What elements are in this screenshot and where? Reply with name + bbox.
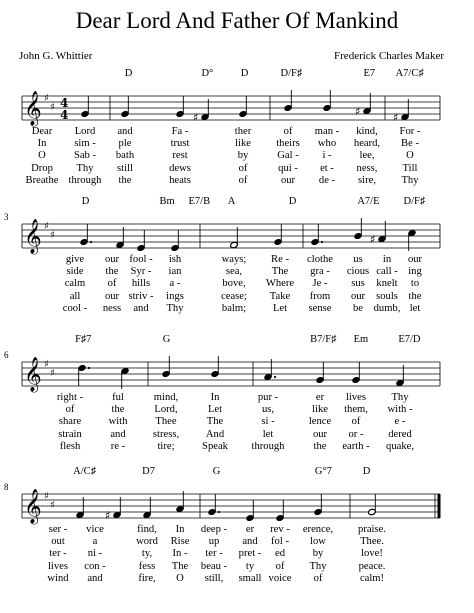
lyric-syllable: theirs — [276, 138, 300, 150]
lyric-syllable: the — [313, 440, 327, 452]
lyric-syllable: ness, — [356, 162, 378, 174]
lyric-syllable: of — [275, 560, 285, 572]
lyric-syllable: peace. — [358, 560, 386, 572]
lyric-line — [0, 254, 474, 267]
time-signature: 4 — [60, 96, 69, 110]
chord-symbol: D/F♯ — [280, 68, 303, 79]
lyric-syllable: gra - — [310, 266, 330, 278]
sharp-icon: ♯ — [44, 221, 49, 232]
lyric-syllable: And — [205, 428, 225, 440]
lyric-syllable: dumb, — [373, 302, 401, 314]
treble-clef-icon: 𝄞 — [24, 91, 42, 126]
lyric-syllable: pret - — [238, 548, 262, 560]
time-signature: 4 — [60, 108, 69, 122]
lyric-syllable: Be - — [401, 138, 419, 150]
lyric-syllable: rest — [172, 150, 188, 162]
lyric-syllable: Dear — [31, 126, 53, 137]
lyric-syllable: share — [58, 416, 82, 428]
lyric-syllable: sim - — [74, 138, 96, 150]
lyric-syllable: rev - — [270, 524, 290, 535]
lyric-syllable: stress, — [152, 428, 180, 440]
lyric-syllable: Gal - — [277, 150, 299, 162]
lyric-syllable: Breathe — [25, 174, 59, 186]
lyric-syllable: The — [271, 266, 289, 278]
lyric-syllable: a — [92, 536, 98, 548]
lyric-syllable: the — [111, 404, 125, 416]
lyric-syllable: re - — [110, 440, 126, 452]
lyric-line — [0, 138, 474, 151]
treble-clef-icon: 𝄞 — [24, 357, 42, 392]
lyric-line — [0, 126, 474, 139]
lyric-syllable: For - — [399, 126, 421, 137]
sharp-icon: ♯ — [44, 359, 49, 370]
lyric-syllable: Till — [402, 162, 418, 174]
lyric-syllable: fess — [138, 560, 156, 572]
lyric-syllable: ed — [275, 548, 285, 560]
lyric-syllable: O — [406, 150, 414, 162]
lyric-syllable: Syr - — [130, 266, 152, 278]
lyric-syllable: con - — [84, 560, 106, 572]
sharp-icon: ♯ — [105, 509, 111, 522]
lyric-syllable: calm! — [359, 572, 385, 584]
lyric-syllable: to — [410, 278, 420, 290]
lyric-syllable: call - — [376, 266, 398, 278]
lyric-syllable: i - — [322, 150, 332, 162]
lyric-syllable: side — [66, 266, 84, 278]
lyric-line — [0, 404, 474, 417]
lyric-syllable: fol - — [271, 536, 289, 548]
sharp-icon: ♯ — [50, 102, 55, 113]
lyric-syllable: up — [208, 536, 220, 548]
lyric-syllable: praise. — [358, 524, 386, 535]
lyric-syllable: fool - — [129, 254, 153, 265]
chord-symbol: Em — [353, 334, 369, 345]
lyric-syllable: Thee. — [360, 536, 384, 548]
chord-symbol: G°7 — [314, 466, 332, 477]
lyric-line — [0, 392, 474, 405]
lyric-syllable: ter - — [205, 548, 223, 560]
lyric-syllable: give — [65, 254, 85, 265]
lyric-syllable: small — [238, 572, 262, 584]
lyric-syllable: like — [235, 138, 251, 150]
lyric-line — [0, 175, 474, 188]
sharp-icon: ♯ — [193, 111, 199, 124]
song-title: Dear Lord And Father Of Mankind — [75, 8, 399, 33]
lyric-syllable: heard, — [353, 138, 381, 150]
lyric-syllable: In — [210, 392, 220, 403]
chord-symbol: E7/D — [398, 334, 421, 345]
lyric-syllable: lives — [47, 560, 69, 572]
sharp-icon: ♯ — [393, 111, 399, 124]
lyric-syllable: In - — [172, 548, 188, 560]
lyric-syllable: and — [87, 572, 103, 584]
lyric-line — [0, 163, 474, 176]
lyric-syllable: low — [310, 536, 326, 548]
lyric-syllable: ish — [168, 254, 182, 265]
lyric-syllable: kind, — [356, 126, 378, 137]
sharp-icon: ♯ — [44, 491, 49, 502]
lyric-syllable: Let — [272, 302, 288, 314]
lyric-syllable: sea, — [225, 266, 243, 278]
lyric-syllable: of — [107, 278, 117, 290]
composer-credit: Frederick Charles Maker — [334, 50, 444, 62]
lyric-syllable: cease; — [221, 290, 247, 302]
lyric-syllable: qui - — [278, 162, 298, 174]
chord-symbol: D — [288, 196, 297, 207]
lyric-syllable: bath — [115, 150, 135, 162]
lyric-syllable: bove, — [222, 278, 246, 290]
chord-symbol: D — [81, 196, 90, 207]
lyric-syllable: wind — [47, 572, 69, 584]
lyric-line — [0, 573, 474, 586]
lyric-syllable: ter - — [49, 548, 67, 560]
lyric-syllable: dews — [169, 162, 191, 174]
lyric-line — [0, 303, 474, 316]
lyric-syllable: our — [104, 290, 120, 302]
lyric-syllable: beau - — [200, 560, 228, 572]
lyric-syllable: de - — [318, 174, 336, 186]
lyric-syllable: through — [251, 440, 285, 452]
lyric-syllable: Je - — [312, 278, 328, 290]
lyric-syllable: knelt — [376, 278, 398, 290]
lyric-syllable: mind, — [153, 392, 179, 403]
lyric-syllable: in — [382, 254, 392, 265]
lyric-syllable: of — [283, 126, 293, 137]
lyric-syllable: by — [312, 548, 324, 560]
lyric-syllable: lence — [308, 416, 332, 428]
lyric-syllable: with - — [387, 404, 413, 416]
lyric-syllable: word — [136, 536, 158, 548]
lyric-syllable: Rise — [170, 536, 190, 548]
chord-symbol: G — [212, 466, 221, 477]
lyric-syllable: Take — [269, 290, 291, 302]
lyric-syllable: clothe — [307, 254, 333, 265]
sharp-icon: ♯ — [44, 93, 49, 104]
chord-symbol: D — [240, 68, 249, 79]
lyric-syllable: Drop — [31, 162, 53, 174]
lyric-syllable: O — [38, 150, 46, 162]
lyric-syllable: Thee — [155, 416, 177, 428]
treble-clef-icon: 𝄞 — [24, 489, 42, 524]
lyric-syllable: through — [68, 174, 102, 186]
lyric-syllable: ian — [168, 266, 182, 278]
lyric-syllable: all — [69, 290, 81, 302]
lyric-syllable: let — [262, 428, 274, 440]
note-dot — [218, 511, 220, 513]
note-dot — [321, 241, 323, 243]
chord-symbol: A7/E — [357, 196, 380, 207]
lyric-syllable: In — [175, 524, 185, 535]
lyric-syllable: tire; — [157, 440, 175, 452]
lyric-syllable: flesh — [59, 440, 81, 452]
lyric-syllable: pur - — [257, 392, 279, 403]
lyric-syllable: them, — [344, 404, 368, 416]
lyric-syllable: and — [242, 536, 258, 548]
lyric-syllable: or - — [348, 428, 364, 440]
lyric-syllable: cious — [346, 266, 370, 278]
lyric-syllable: a - — [169, 278, 181, 290]
chord-symbol: D7 — [142, 466, 155, 477]
lyric-syllable: vice — [86, 524, 104, 535]
lyric-syllable: lee, — [359, 150, 375, 162]
lyric-syllable: man - — [314, 126, 340, 137]
measure-number: 6 — [4, 350, 9, 360]
lyric-syllable: strain — [58, 428, 82, 440]
lyric-syllable: Fa - — [171, 126, 189, 137]
measure-number: 3 — [4, 212, 9, 222]
lyric-syllable: trust — [170, 138, 190, 150]
lyric-syllable: voice — [268, 572, 292, 584]
lyric-syllable: let — [409, 302, 421, 314]
lyric-syllable: ni - — [87, 548, 103, 560]
lyric-syllable: Let — [207, 404, 223, 416]
lyric-syllable: sus — [351, 278, 365, 290]
lyric-syllable: erence, — [302, 524, 334, 535]
lyric-syllable: lives — [345, 392, 367, 403]
lyric-syllable: of — [313, 572, 323, 584]
lyric-line — [0, 536, 474, 549]
lyric-line — [0, 548, 474, 561]
lyric-syllable: of — [351, 416, 361, 428]
lyric-syllable: In — [37, 138, 47, 150]
lyric-syllable: The — [171, 560, 189, 572]
sharp-icon: ♯ — [50, 230, 55, 241]
lyric-syllable: us, — [261, 404, 275, 416]
lyric-syllable: sire, — [358, 174, 376, 186]
lyric-syllable: souls — [376, 290, 398, 302]
lyric-syllable: be — [353, 302, 363, 314]
lyric-syllable: O — [176, 572, 184, 584]
lyric-syllable: er — [315, 392, 325, 403]
lyric-syllable: still — [117, 162, 133, 174]
lyric-line — [0, 150, 474, 163]
lyric-line — [0, 291, 474, 304]
lyric-syllable: the — [118, 174, 132, 186]
lyric-syllable: Sab - — [73, 150, 97, 162]
lyric-syllable: Where — [265, 278, 295, 290]
lyric-syllable: fire, — [138, 572, 156, 584]
lyric-syllable: ser - — [48, 524, 68, 535]
lyric-syllable: et - — [320, 162, 334, 174]
lyric-syllable: Lord — [74, 126, 96, 137]
lyric-line — [0, 266, 474, 279]
chord-symbol: A — [227, 196, 236, 207]
lyric-syllable: of — [238, 162, 248, 174]
lyric-syllable: Thy — [309, 560, 327, 572]
chord-symbol: B7/F♯ — [310, 334, 337, 345]
note-dot — [88, 367, 90, 369]
lyric-syllable: Re - — [271, 254, 289, 265]
lyric-syllable: our — [350, 290, 366, 302]
lyric-line — [0, 278, 474, 291]
sharp-icon: ♯ — [355, 105, 361, 118]
lyric-syllable: striv - — [128, 290, 154, 302]
chord-symbol: A/C♯ — [73, 466, 96, 477]
lyric-syllable: the — [105, 266, 119, 278]
chord-symbol: D — [124, 68, 133, 79]
note-dot — [90, 241, 92, 243]
sharp-icon: ♯ — [50, 368, 55, 379]
lyric-syllable: Thy — [401, 174, 419, 186]
lyric-syllable: Speak — [202, 440, 228, 452]
lyric-line — [0, 416, 474, 429]
lyric-syllable: calm — [64, 278, 86, 290]
lyric-syllable: and — [110, 428, 126, 440]
lyric-syllable: hills — [131, 278, 151, 290]
chord-symbol: Bm — [159, 196, 175, 207]
lyric-syllable: of — [238, 174, 248, 186]
lyric-syllable: our — [280, 174, 296, 186]
lyric-syllable: Thy — [166, 302, 184, 314]
lyric-syllable: ty, — [141, 548, 153, 560]
lyric-syllable: right - — [56, 392, 84, 403]
chord-symbol: D — [362, 466, 371, 477]
lyric-syllable: the — [408, 290, 422, 302]
lyric-line — [0, 524, 474, 537]
lyric-line — [0, 441, 474, 454]
lyric-syllable: of — [65, 404, 75, 416]
lyric-syllable: our — [104, 254, 120, 265]
lyric-syllable: ness — [102, 302, 122, 314]
lyric-syllable: find, — [137, 524, 157, 535]
chord-symbol: D/F♯ — [403, 196, 426, 207]
lyric-syllable: like — [312, 404, 328, 416]
lyric-syllable: cool - — [62, 302, 88, 314]
lyric-syllable: ing — [408, 266, 422, 278]
lyric-line — [0, 429, 474, 442]
lyric-syllable: ther — [234, 126, 252, 137]
lyric-syllable: sense — [308, 302, 332, 314]
lyric-syllable: dered — [388, 428, 412, 440]
lyric-syllable: quake, — [386, 440, 414, 452]
lyric-syllable: out — [51, 536, 65, 548]
lyric-syllable: balm; — [221, 302, 247, 314]
sharp-icon: ♯ — [50, 500, 55, 511]
lyric-syllable: from — [309, 290, 331, 302]
lyric-syllable: our — [312, 428, 328, 440]
lyric-syllable: ings — [166, 290, 184, 302]
lyric-syllable: and — [117, 126, 133, 137]
measure-number: 8 — [4, 482, 9, 492]
chord-symbol: A7/C♯ — [395, 68, 424, 79]
lyric-syllable: ful — [112, 392, 124, 403]
lyric-syllable: deep - — [200, 524, 228, 535]
lyric-syllable: ple — [118, 138, 132, 150]
sharp-icon: ♯ — [370, 233, 376, 246]
lyricist-credit: John G. Whittier — [19, 50, 93, 62]
lyric-syllable: heats — [169, 174, 191, 186]
lyric-syllable: and — [133, 302, 149, 314]
lyric-syllable: our — [407, 254, 423, 265]
chord-symbol: E7 — [363, 68, 376, 79]
lyric-syllable: The — [206, 416, 224, 428]
lyric-syllable: with — [108, 416, 128, 428]
chord-symbol: D° — [201, 68, 214, 79]
lyric-syllable: e - — [394, 416, 406, 428]
lyric-syllable: er — [245, 524, 255, 535]
lyric-syllable: us — [353, 254, 363, 265]
chord-symbol: G — [162, 334, 171, 345]
lyric-syllable: ways; — [221, 254, 247, 265]
lyric-syllable: by — [237, 150, 249, 162]
lyric-syllable: si - — [261, 416, 275, 428]
chord-symbol: F♯7 — [75, 334, 92, 345]
lyric-syllable: who — [317, 138, 337, 150]
lyric-syllable: ty — [245, 560, 255, 572]
lyric-syllable: Thy — [391, 392, 409, 403]
lyric-syllable: love! — [361, 548, 383, 560]
note-dot — [274, 376, 276, 378]
treble-clef-icon: 𝄞 — [24, 219, 42, 254]
chord-symbol: E7/B — [188, 196, 211, 207]
lyric-syllable: Thy — [76, 162, 94, 174]
lyric-syllable: earth - — [342, 440, 370, 452]
lyric-line — [0, 561, 474, 574]
lyric-syllable: still, — [204, 572, 224, 584]
lyric-syllable: Lord, — [154, 404, 178, 416]
